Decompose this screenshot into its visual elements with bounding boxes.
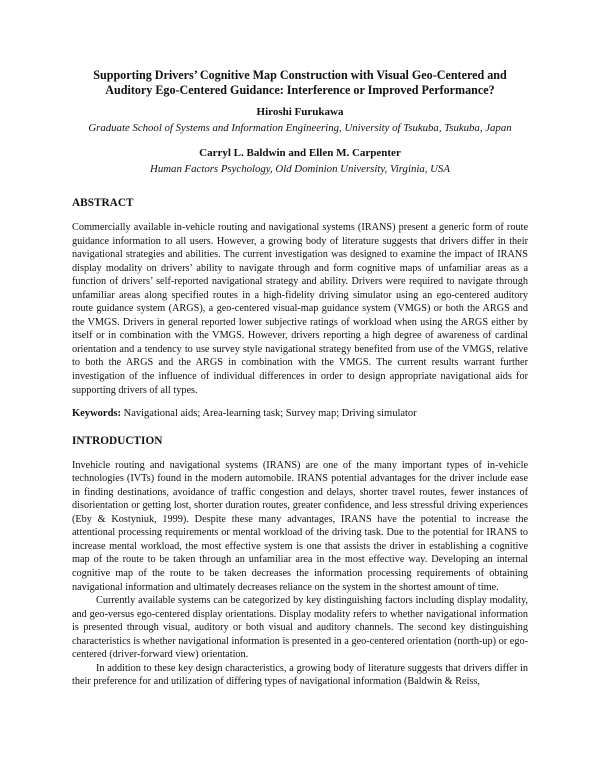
abstract-heading: ABSTRACT — [72, 197, 134, 209]
abstract-text: Commercially available in-vehicle routing and navigational systems (IRANS) present a generic form of route guidance information to all users. However, a growing body of literature suggests that drivers differ in their navigational strategies and abilities. The current investigation was designed to examine the impact of IRANS display modality on drivers’ ability to navigate through and form cognitive maps of unfamiliar areas as a function of drivers’ self-reported navigational strategy and ability. Drivers were required to navigate through unfamiliar areas along specified routes in a high-fidelity driving simulator using an ego-centered auditory route guidance system (ARGS), a geo-centered visual-map guidance system (VMGS) or both the ARGS and the VMGS. Drivers in general reported lower subjective ratings of workload when using the ARGS either by itself or in combination with the VMGS. However, drivers reporting a high degree of awareness of cardinal orientation and a tendency to use survey style navigational strategy benefited from use of the VMGS, relative to both the ARGS and the ARGS in combination with the VMGS. The current results warrant further investigation of the influence of individual differences in order to design appropriate navigational aids for supporting drivers of all types. — [72, 222, 528, 396]
keywords-text: Navigational aids; Area-learning task; Survey map; Driving simulator — [121, 408, 417, 420]
intro-paragraph-1: Invehicle routing and navigational systems (IRANS) are one of the many important types of in-vehicle technologies (IVTs) found in the modern automobile. IRANS potential advantages for the driver include ease in finding destinations, avoidance of traffic congestion and delays, shorter travel routes, fewer instances of disorientation or getting lost, shorter duration routes, greater confidence, and less stressful driving experiences (Eby & Kostyniuk, 1999). Despite these many advantages, IRANS have the potential to increase the attentional processing requirements or mental workload of the driving task. Due to the potential for IRANS to increase mental workload, the most effective system is one that assists the driver in establishing a cognitive map of the route to be taken through an unfamiliar area in the most effective way. Developing an internal cognitive map of the route to be taken decreases the information processing requirements of obtaining navigational information and ultimately decreases reliance on the system in the shortest amount of time. — [72, 459, 528, 593]
keywords-label: Keywords: — [72, 408, 121, 420]
keywords-line — [72, 407, 528, 421]
paper-title: Supporting Drivers’ Cognitive Map Construction with Visual Geo-Centered and Auditory Ego-Centered Guidance: Interference or Improved Performance? — [93, 68, 507, 97]
intro-paragraph-2: Currently available systems can be categorized by key distinguishing factors including display modality, and geo-versus ego-centered display orientations. Display modality refers to whether navigational information is presented through visual, auditory or both visual and auditory channels. The second key distinguishing characteristics is whether navigational information is presented in a geo-centered orientation (north-up) or ego-centered (driver-forward view) orientation. — [72, 595, 528, 661]
author-name: Hiroshi Furukawa — [256, 106, 344, 118]
author-affiliation: Graduate School of Systems and Information Engineering, University of Tsukuba, Tsukuba, Japan — [88, 122, 512, 134]
author-names: Carryl L. Baldwin and Ellen M. Carpenter — [199, 147, 401, 159]
intro-paragraph-3: In addition to these key design characteristics, a growing body of literature suggests that drivers differ in their preference for and utilization of differing types of navigational information (Baldwin & Reiss, — [72, 662, 528, 688]
introduction-heading: INTRODUCTION — [72, 434, 163, 447]
authors-affiliation: Human Factors Psychology, Old Dominion University, Virginia, USA — [150, 163, 450, 175]
